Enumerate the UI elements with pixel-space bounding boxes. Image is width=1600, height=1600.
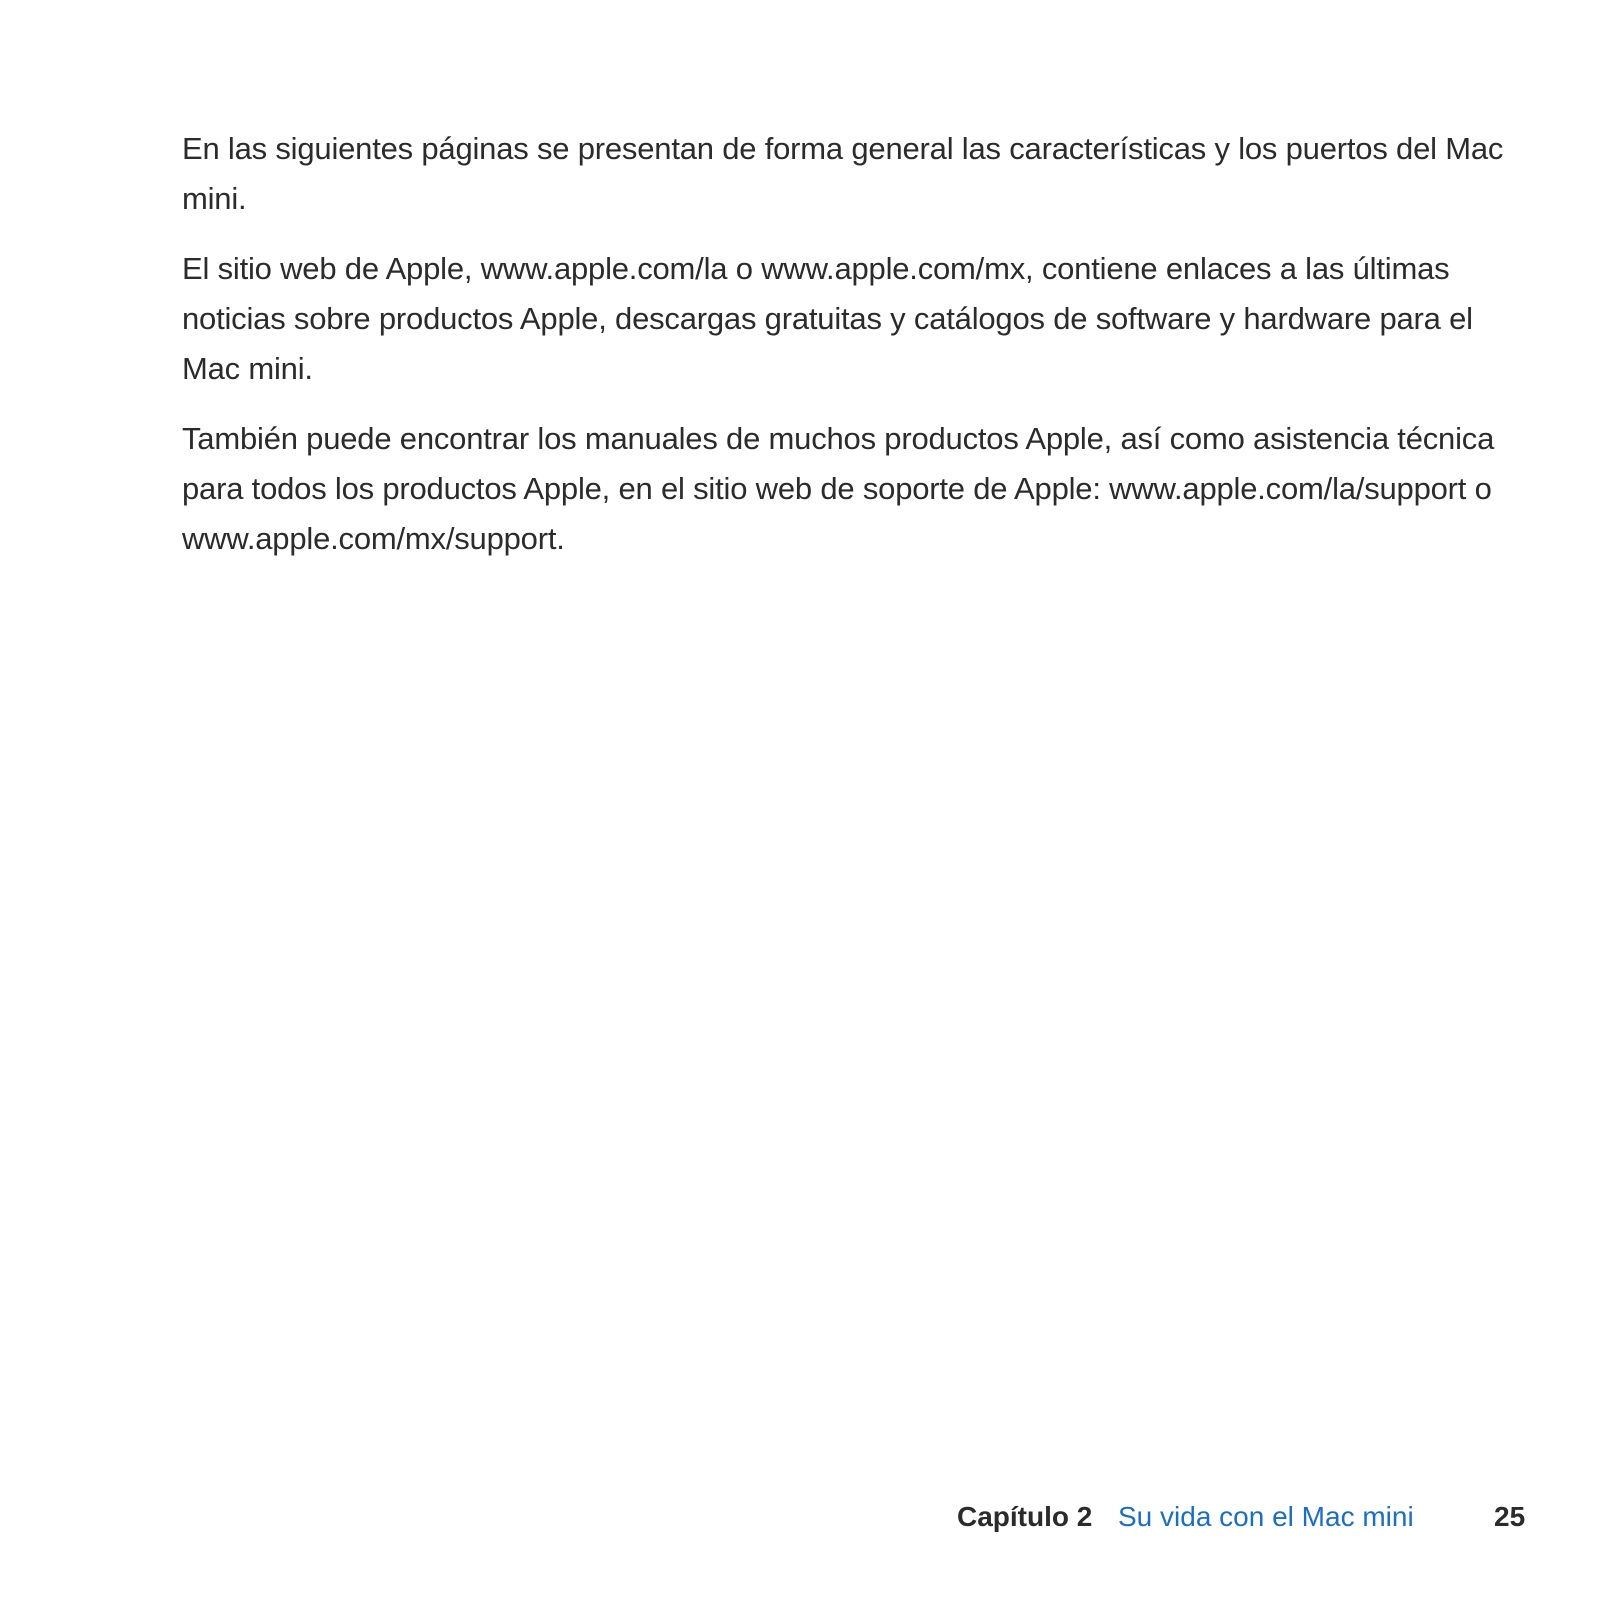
paragraph-2: El sitio web de Apple, www.apple.com/la o www.apple.com/mx, contiene enlaces a las últimas noticias sobre productos Apple, descargas gratuitas y catálogos de software y hardware para el Mac mini. (182, 251, 1473, 386)
paragraph-3: También puede encontrar los manuales de muchos productos Apple, así como asistencia técnica para todos los productos Apple, en el sitio web de soporte de Apple: www.apple.com/la/support o www.apple.com/mx/support. (182, 421, 1495, 556)
footer-chapter-title: Su vida con el Mac mini (1118, 1501, 1414, 1532)
page-number: 25 (1494, 1501, 1526, 1532)
footer-chapter-label: Capítulo 2 (957, 1501, 1093, 1532)
page-footer (0, 1497, 1600, 1537)
body-text (182, 124, 1512, 584)
paragraph-1: En las siguientes páginas se presentan de forma general las características y los puertos del Mac mini. (182, 131, 1504, 216)
